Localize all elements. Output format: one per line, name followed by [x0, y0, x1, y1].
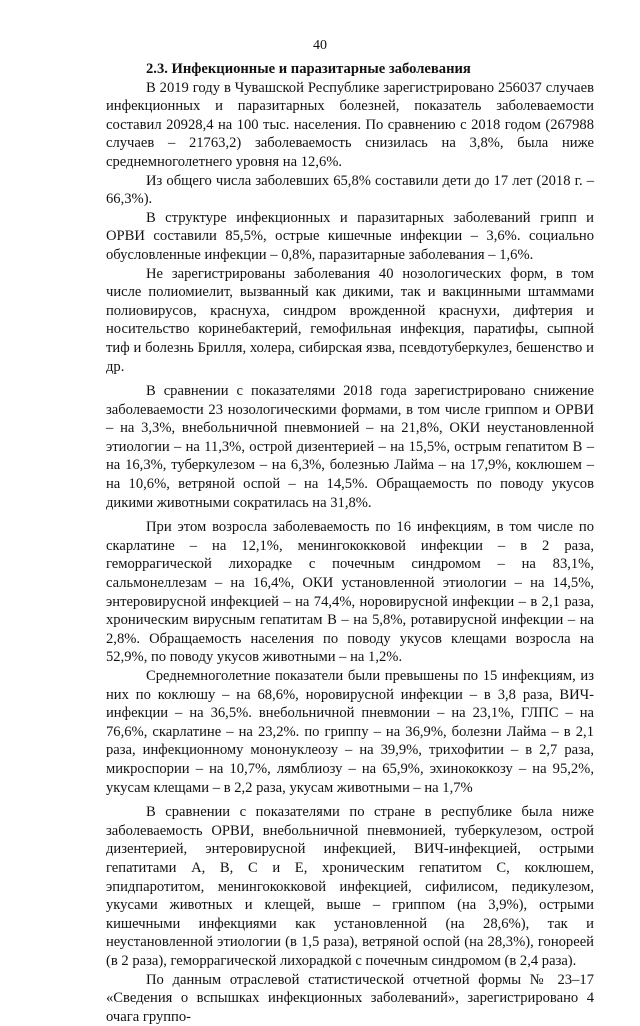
paragraph-outbreaks: По данным отраслевой статистической отчетной формы № 23–17 «Сведения о вспышках инфекционных заболеваний», зарегистрировано 4 очага группо- [106, 971, 594, 1026]
paragraph-country-comparison: В сравнении с показателями по стране в республике была ниже заболеваемость ОРВИ, внебольничной пневмонией, туберкулезом, острой дизентерией, энтеровирусной инфекцией, ВИЧ-инфекцией, острыми гепатитами А, В, С и Е, хроническим гепатитом С, коклюшем, эпидпаротитом, менингококковой инфекцией, сифилисом, педикулезом, укусами животных и клещей, выше – гриппом (на 3,9%), острыми кишечными инфекциями как установленной (на 28,6%), так и неустановленной этиологии (в 1,5 раза), ветряной оспой (на 28,3%), гонореей (в 2 раза), геморрагической лихорадкой с почечным синдромом (в 2,4 раза). [106, 803, 594, 970]
paragraph-increase: При этом возросла заболеваемость по 16 инфекциям, в том числе по скарлатине – на 12,1%, менингококковой инфекции – в 2 раза, геморрагической лихорадке с почечным синдромом – на 83,1%, сальмонеллезам – на 16,4%, ОКИ установленной этиологии – на 14,5%, энтеровирусной инфекцией – на 74,4%, норовирусной инфекции – в 2,1 раза, хроническим вирусным гепатитам В – на 5,8%, ротавирусной инфекции – на 2,8%. Обращаемость населения по поводу укусов клещами возросла на 52,9%, по поводу укусов животными – на 1,2%. [106, 518, 594, 667]
paragraph-decrease: В сравнении с показателями 2018 года зарегистрировано снижение заболеваемости 23 нозологическими формами, в том числе гриппом и ОРВИ – на 3,3%, внебольничной пневмонией – на 21,8%, ОКИ неустановленной этиологии – на 11,3%, острой дизентерией – на 15,5%, острым гепатитом В – на 16,3%, туберкулезом – на 6,3%, болезнью Лайма – на 17,9%, коклюшем – на 10,6%, ветряной оспой – на 14,5%. Обращаемость по поводу укусов дикими животными сократилась на 31,8%. [106, 382, 594, 512]
page-number: 40 [0, 38, 640, 54]
paragraph-children-share: Из общего числа заболевших 65,8% составили дети до 17 лет (2018 г. – 66,3%). [106, 172, 594, 209]
paragraph-long-term-average: Среднемноголетние показатели были превышены по 15 инфекциям, из них по коклюшу – на 68,6%, норовирусной инфекции – в 3,8 раза, ВИЧ-инфекции – на 36,5%. внебольничной пневмонии – на 23,1%, ГЛПС – на 76,6%, скарлатине – на 23,2%. по гриппу – на 36,9%, болезни Лайма – в 2,1 раза, инфекционному мононуклеозу – на 39,9%, трихофитии – в 2,7 раза, микроспории – на 10,7%, лямблиозу – на 65,9%, эхинококкозу – на 95,2%, укусам клещами – в 2,2 раза, укусам животными – на 1,7% [106, 667, 594, 797]
section-heading: 2.3. Инфекционные и паразитарные заболевания [106, 60, 594, 79]
paragraph-not-registered: Не зарегистрированы заболевания 40 нозологических форм, в том числе полиомиелит, вызванный как дикими, так и вакцинными штаммами полиовирусов, краснуха, синдром врожденной краснухи, дифтерия и носительство коринебактерий, гемофильная инфекция, паратифы, сыпной тиф и болезнь Брилля, холера, сибирская язва, псевдотуберкулез, бешенство и др. [106, 265, 594, 377]
paragraph-incidence-total: В 2019 году в Чувашской Республике зарегистрировано 256037 случаев инфекционных и паразитарных болезней, показатель заболеваемости составил 20928,4 на 100 тыс. населения. По сравнению с 2018 годом (267988 случаев – 21763,2) заболеваемость снизилась на 3,8%, была ниже среднемноголетнего уровня на 12,6%. [106, 79, 594, 172]
document-body [106, 60, 594, 1026]
paragraph-structure: В структуре инфекционных и паразитарных заболеваний грипп и ОРВИ составили 85,5%, острые кишечные инфекции – 3,6%. социально обусловленные инфекции – 0,8%, паразитарные заболевания – 1,6%. [106, 209, 594, 265]
